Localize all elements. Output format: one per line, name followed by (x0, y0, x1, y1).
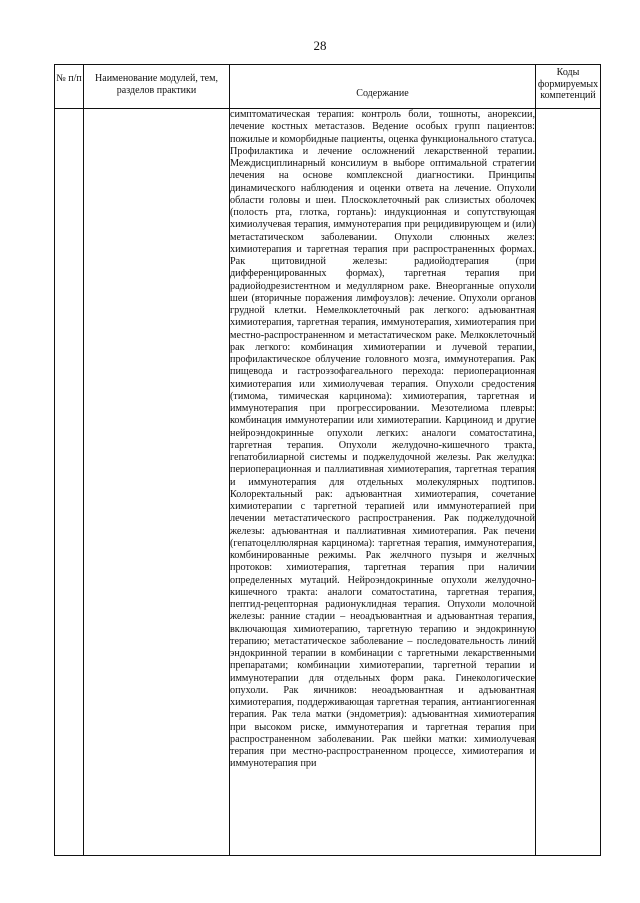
content-text: симптоматическая терапия: контроль боли, тошноты, анорексии, лечение костных метастазов. Ведение особых групп пациентов: пожилые и коморбидные пациенты, оценка функционального статуса. Профилактика и лечение осложнений лекарственной терапии. Междисциплинарный консилиум в выборе оптимальной стратегии лечения на основе комплексной диагностики. Принципы динамического наблюдения и оценки ответа на лечение. Опухоли области головы и шеи. Плоскоклеточный рак слизистых оболочек (полость рта, глотка, гортань): индукционная и сопутствующая химиолучевая терапия, иммунотерапия при рецидивирующем и (или) метастатическом заболевании. Опухоли слюнных желез: химиотерапия и таргетная терапия при распространенных формах. Рак щитовидной железы: радиойодтерапия (при дифференцированных формах), таргетная терапия при радиойодрезистентном и медуллярном раке. Внеорганные опухоли шеи (вторичные поражения лимфоузлов): лечение. Опухоли органов грудной клетки. Немелкоклеточный рак легкого: адъювантная химиотерапия, таргетная терапия, иммунотерапия, химиотерапия при местно-распространенном и метастатическом раке. Мелкоклеточный рак легкого: комбинация химиотерапии и лучевой терапии, профилактическое облучение головного мозга, иммунотерапия. Рак пищевода и гастроэзофагеального перехода: периоперационная химиотерапия или химиолучевая терапия. Опухоли средостения (тимома, тимическая карцинома): химиотерапия, таргетная и иммунотерапия при прогрессировании. Мезотелиома плевры: комбинация иммунотерапии или химиотерапии. Карциноид и другие нейроэндокринные опухоли легких: аналоги соматостатина, таргетная терапия. Опухоли желудочно-кишечного тракта, гепатобилиарной системы и поджелудочной железы. Рак желудка: периоперационная и паллиативная химиотерапия, таргетная терапия и иммунотерапия для отдельных молекулярных подтипов. Колоректальный рак: адъювантная химиотерапия, сочетание химиотерапии с таргетной терапией или иммунотерапией при лечении метастатического распространения. Рак поджелудочной железы: адъювантная и паллиативная химиотерапия. Рак печени (гепатоцеллюлярная карцинома): таргетная терапия, иммунотерапия, комбинированные режимы. Рак желчного пузыря и желчных протоков: химиотерапия, таргетная терапия при наличии определенных мутаций. Нейроэндокринные опухоли желудочно-кишечного тракта: аналоги соматостатина, таргетная терапия, пептид-рецепторная радионуклидная терапия. Опухоли молочной железы: ранние стадии – неоадъювантная и адъювантная терапия, включающая химиотерапию, таргетную терапию и эндокринную терапию; метастатическое заболевание – последовательность линий эндокринной терапии в комбинации с таргетными лекарственными препаратами; комбинации химиотерапии, таргетной терапии и иммунотерапии для отдельных форм рака. Гинекологические опухоли. Рак яичников: неоадъювантная и адъювантная химиотерапия, поддерживающая таргетная терапия, антиангиогенная терапия. Рак тела матки (эндометрия): адъювантная химиотерапия при высоком риске, иммунотерапия и таргетная терапия при распространенном заболевании. Рак шейки матки: химиолучевая терапия при местно-распространенном процессе, химиотерапия и иммунотерапия при (230, 109, 535, 770)
cell-competence-codes (536, 109, 601, 856)
curriculum-table (54, 64, 601, 856)
header-module-name: Наименование модулей, тем, разделов практики (84, 65, 230, 109)
page-number: 28 (313, 38, 327, 53)
cell-module-name (84, 109, 230, 856)
cell-number (55, 109, 84, 856)
header-number: № п/п (55, 65, 84, 109)
header-competence-codes: Коды формируемых компетенций (536, 65, 601, 109)
cell-content (230, 109, 536, 856)
header-content: Содержание (230, 65, 536, 109)
